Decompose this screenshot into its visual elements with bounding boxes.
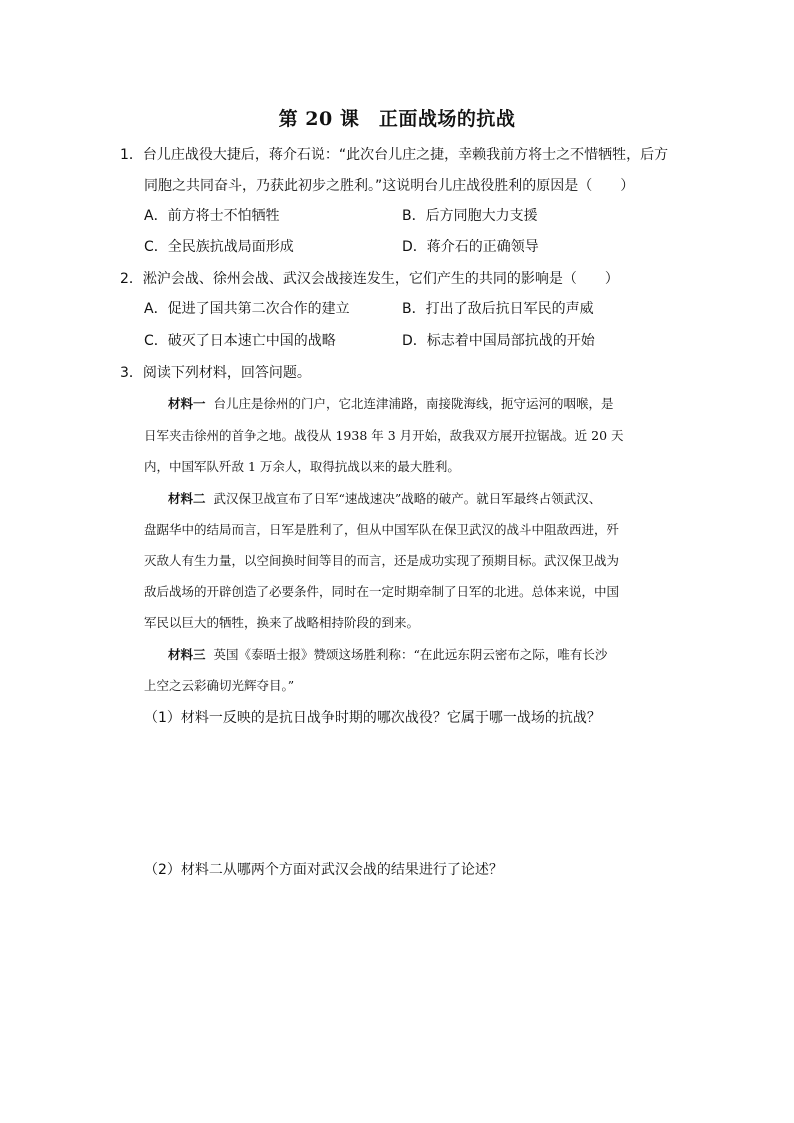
q1-option-a: A．前方将士不怕牺牲 — [144, 208, 280, 224]
q1-stem-line1: 1．台儿庄战役大捷后，蒋介石说：“此次台儿庄之捷，幸赖我前方将士之不惜牺牲，后方 — [120, 147, 669, 163]
q1-option-c: C．全民族抗战局面形成 — [144, 239, 294, 255]
material-2-text1: 武汉保卫战宣布了日军“速战速决”战略的破产。就日军最终占领武汉、 — [213, 491, 602, 506]
q3-subquestion-1: （1）材料一反映的是抗日战争时期的哪次战役？它属于哪一战场的抗战？ — [144, 710, 601, 726]
q3-stem-line1: 3．阅读下列材料，回答问题。 — [120, 365, 311, 381]
q1-stem-line2: 同胞之共同奋斗，乃获此初步之胜利。”这说明台儿庄战役胜利的原因是（ ） — [144, 178, 635, 194]
material-1-line2: 日军夹击徐州的首争之地。战役从 1938 年 3 月开始，敌我双方展开拉锯战。近 20 天 — [144, 428, 624, 443]
material-2-line1 — [168, 493, 601, 506]
material-2-line4: 敌后战场的开辟创造了必要条件，同时在一定时期牵制了日军的北进。总体来说，中国 — [144, 584, 620, 599]
material-2-line5: 军民以巨大的牺牲，换来了战略相持阶段的到来。 — [144, 615, 420, 630]
q1-option-d: D．蒋介石的正确领导 — [402, 239, 539, 255]
material-3-label: 材料三 — [168, 647, 206, 662]
q2-option-d: D．标志着中国局部抗战的开始 — [402, 333, 595, 349]
material-2-line3: 灭敌人有生力量，以空间换时间等目的而言，还是成功实现了预期目标。武汉保卫战为 — [144, 553, 620, 568]
q2-stem-line1: 2．淞沪会战、徐州会战、武汉会战接连发生，它们产生的共同的影响是（ ） — [120, 271, 619, 287]
q3-subquestion-2: （2）材料二从哪两个方面对武汉会战的结果进行了论述？ — [144, 862, 503, 878]
material-3-text1: 英国《泰晤士报》赞颂这场胜利称：“在此远东阴云密布之际，唯有长沙 — [213, 647, 608, 662]
material-3-line2: 上空之云彩确切光辉夺目。” — [144, 678, 295, 693]
q1-option-b: B．后方同胞大力支援 — [402, 208, 538, 224]
page-title: 第 20 课 正面战场的抗战 — [278, 108, 516, 130]
q2-option-c: C．破灭了日本速亡中国的战略 — [144, 333, 336, 349]
q2-option-a: A．促进了国共第二次合作的建立 — [144, 301, 350, 317]
material-3-line1 — [168, 649, 607, 662]
q2-option-b: B．打出了敌后抗日军民的声威 — [402, 301, 594, 317]
material-2-label: 材料二 — [168, 491, 206, 506]
material-1-text1: 台儿庄是徐州的门户，它北连津浦路，南接陇海线，扼守运河的咽喉，是 — [213, 396, 614, 411]
material-2-line2: 盘踞华中的结局而言，日军是胜利了，但从中国军队在保卫武汉的战斗中阻敌西进，歼 — [144, 522, 620, 537]
material-1-line1 — [168, 398, 614, 411]
material-1-line3: 内，中国军队歼敌 1 万余人，取得抗战以来的最大胜利。 — [144, 459, 460, 474]
material-1-label: 材料一 — [168, 396, 206, 411]
